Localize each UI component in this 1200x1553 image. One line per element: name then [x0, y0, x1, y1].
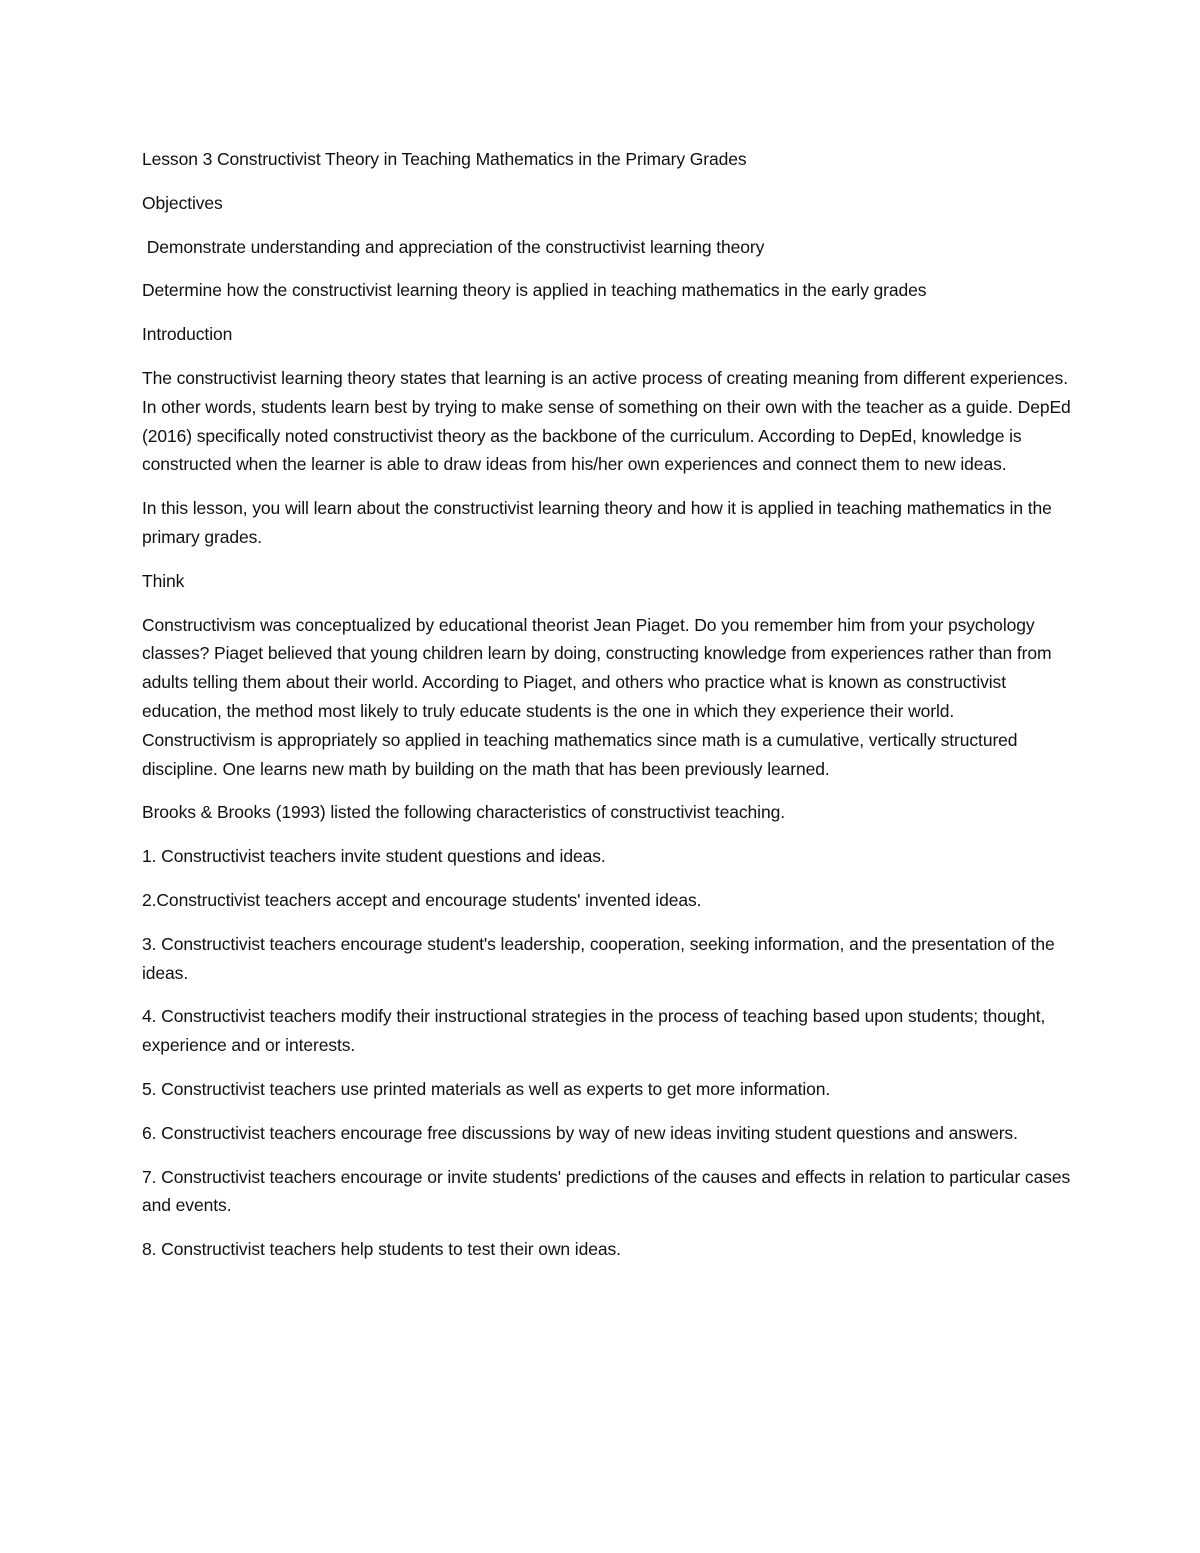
characteristic-item: 1. Constructivist teachers invite student questions and ideas. [142, 846, 606, 867]
objectives-heading: Objectives [142, 192, 223, 213]
characteristic-item: 7. Constructivist teachers encourage or invite students' predictions of the causes and effects in relation to particular cases and events. [142, 1166, 1071, 1216]
think-heading: Think [142, 570, 185, 591]
document-title: Lesson 3 Constructivist Theory in Teaching Mathematics in the Primary Grades [142, 149, 747, 169]
characteristic-item: 4. Constructivist teachers modify their instructional strategies in the process of teaching based upon students; thought, experience and or interests. [142, 1006, 1046, 1056]
intro-paragraph: The constructivist learning theory states that learning is an active process of creating meaning from different experiences. In other words, students learn best by trying to make sense of something on their own with the teacher as a guide. DepEd (2016) specifically noted constructivist theory as the backbone of the curriculum. According to DepEd, knowledge is constructed when the learner is able to draw ideas from his/her own experiences and connect them to new ideas. [142, 367, 1071, 475]
characteristic-item: 6. Constructivist teachers encourage free discussions by way of new ideas inviting student questions and answers. [142, 1122, 1018, 1143]
objective-item: Demonstrate understanding and appreciation of the constructivist learning theory [142, 236, 765, 257]
think-paragraph: Constructivism was conceptualized by educational theorist Jean Piaget. Do you remember him from your psychology classes? Piaget believed that young children learn by doing, constructing knowledge from experiences rather than from adults telling them about their world. According to Piaget, and others who practice what is known as constructivist education, the method most likely to truly educate students is the one in which they experience their world. Constructivism is appropriately so applied in teaching mathematics since math is a cumulative, vertically structured discipline. One learns new math by building on the math that has been previously learned. [142, 614, 1052, 779]
characteristic-item: 2.Constructivist teachers accept and encourage students' invented ideas. [142, 889, 702, 910]
intro-paragraph: In this lesson, you will learn about the constructivist learning theory and how it is applied in teaching mathematics in the primary grades. [142, 498, 1052, 547]
characteristic-item: 8. Constructivist teachers help students to test their own ideas. [142, 1239, 621, 1260]
characteristic-item: 5. Constructivist teachers use printed materials as well as experts to get more information. [142, 1078, 831, 1099]
objective-item: Determine how the constructivist learning theory is applied in teaching mathematics in the early grades [142, 280, 927, 301]
characteristic-item: 3. Constructivist teachers encourage student's leadership, cooperation, seeking information, and the presentation of the ideas. [142, 933, 1055, 983]
introduction-heading: Introduction [142, 324, 233, 345]
list-intro: Brooks & Brooks (1993) listed the following characteristics of constructivist teaching. [142, 802, 785, 823]
document-body [142, 145, 1072, 1279]
